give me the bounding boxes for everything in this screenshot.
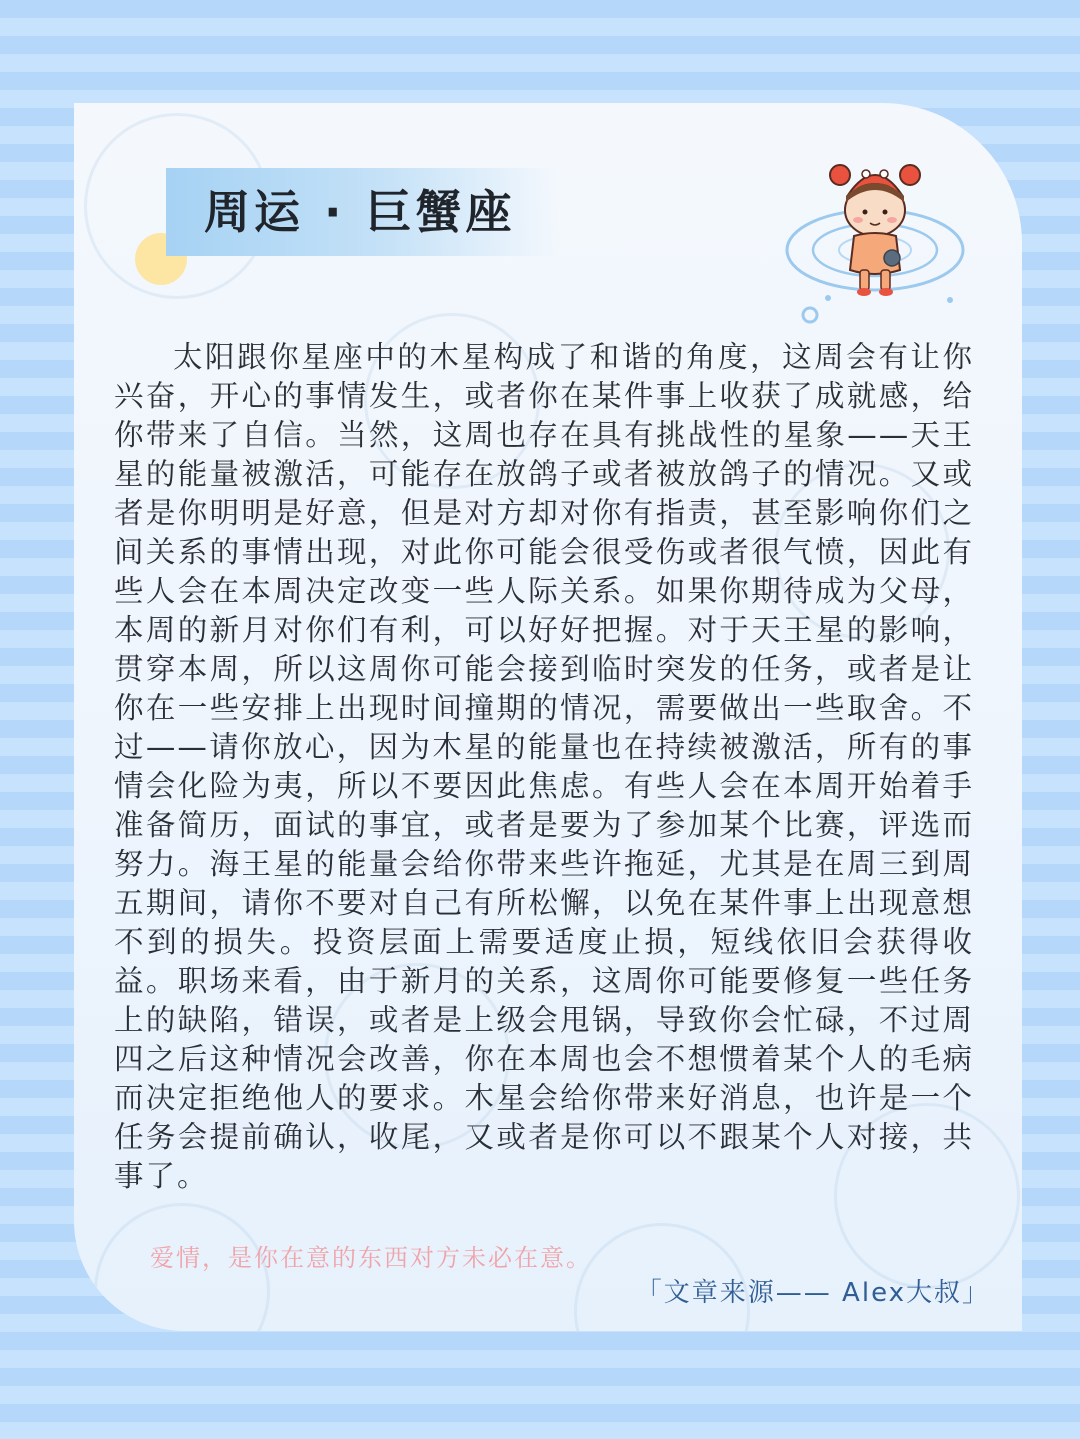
- title-banner: [166, 168, 558, 256]
- horoscope-body: 太阳跟你星座中的木星构成了和谐的角度，这周会有让你兴奋，开心的事情发生，或者你在某件事上收获了成就感，给你带来了自信。当然，这周也存在具有挑战性的星象——天王星的能量被激活，可能存在放鸽子或者被放鸽子的情况。又或者是你明明是好意，但是对方却对你有指责，甚至影响你们之间关系的事情出现，对此你可能会很受伤或者很气愤，因此有些人会在本周决定改变一些人际关系。如果你期待成为父母，本周的新月对你们有利，可以好好把握。对于天王星的影响，贯穿本周，所以这周你可能会接到临时突发的任务，或者是让你在一些安排上出现时间撞期的情况，需要做出一些取舍。不过——请你放心，因为木星的能量也在持续被激活，所有的事情会化险为夷，所以不要因此焦虑。有些人会在本周开始着手准备简历，面试的事宜，或者是要为了参加某个比赛，评选而努力。海王星的能量会给你带来些许拖延，尤其是在周三到周五期间，请你不要对自己有所松懈，以免在某件事上出现意想不到的损失。投资层面上需要适度止损，短线依旧会获得收益。职场来看，由于新月的关系，这周你可能要修复一些任务上的缺陷，错误，或者是上级会甩锅，导致你会忙碌，不过周四之后这种情况会改善，你在本周也会不想惯着某个人的毛病而决定拒绝他人的要求。木星会给你带来好消息，也许是一个任务会提前确认，收尾，又或者是你可以不跟某个人对接，共事了。: [114, 340, 974, 1193]
- page-title: 周运 · 巨蟹座: [204, 185, 516, 239]
- article-source: 「文章来源—— Alex大叔」: [635, 1278, 990, 1308]
- love-quote: 爱情，是你在意的东西对方未必在意。: [150, 1244, 592, 1272]
- crab-mascot-icon: [780, 150, 970, 340]
